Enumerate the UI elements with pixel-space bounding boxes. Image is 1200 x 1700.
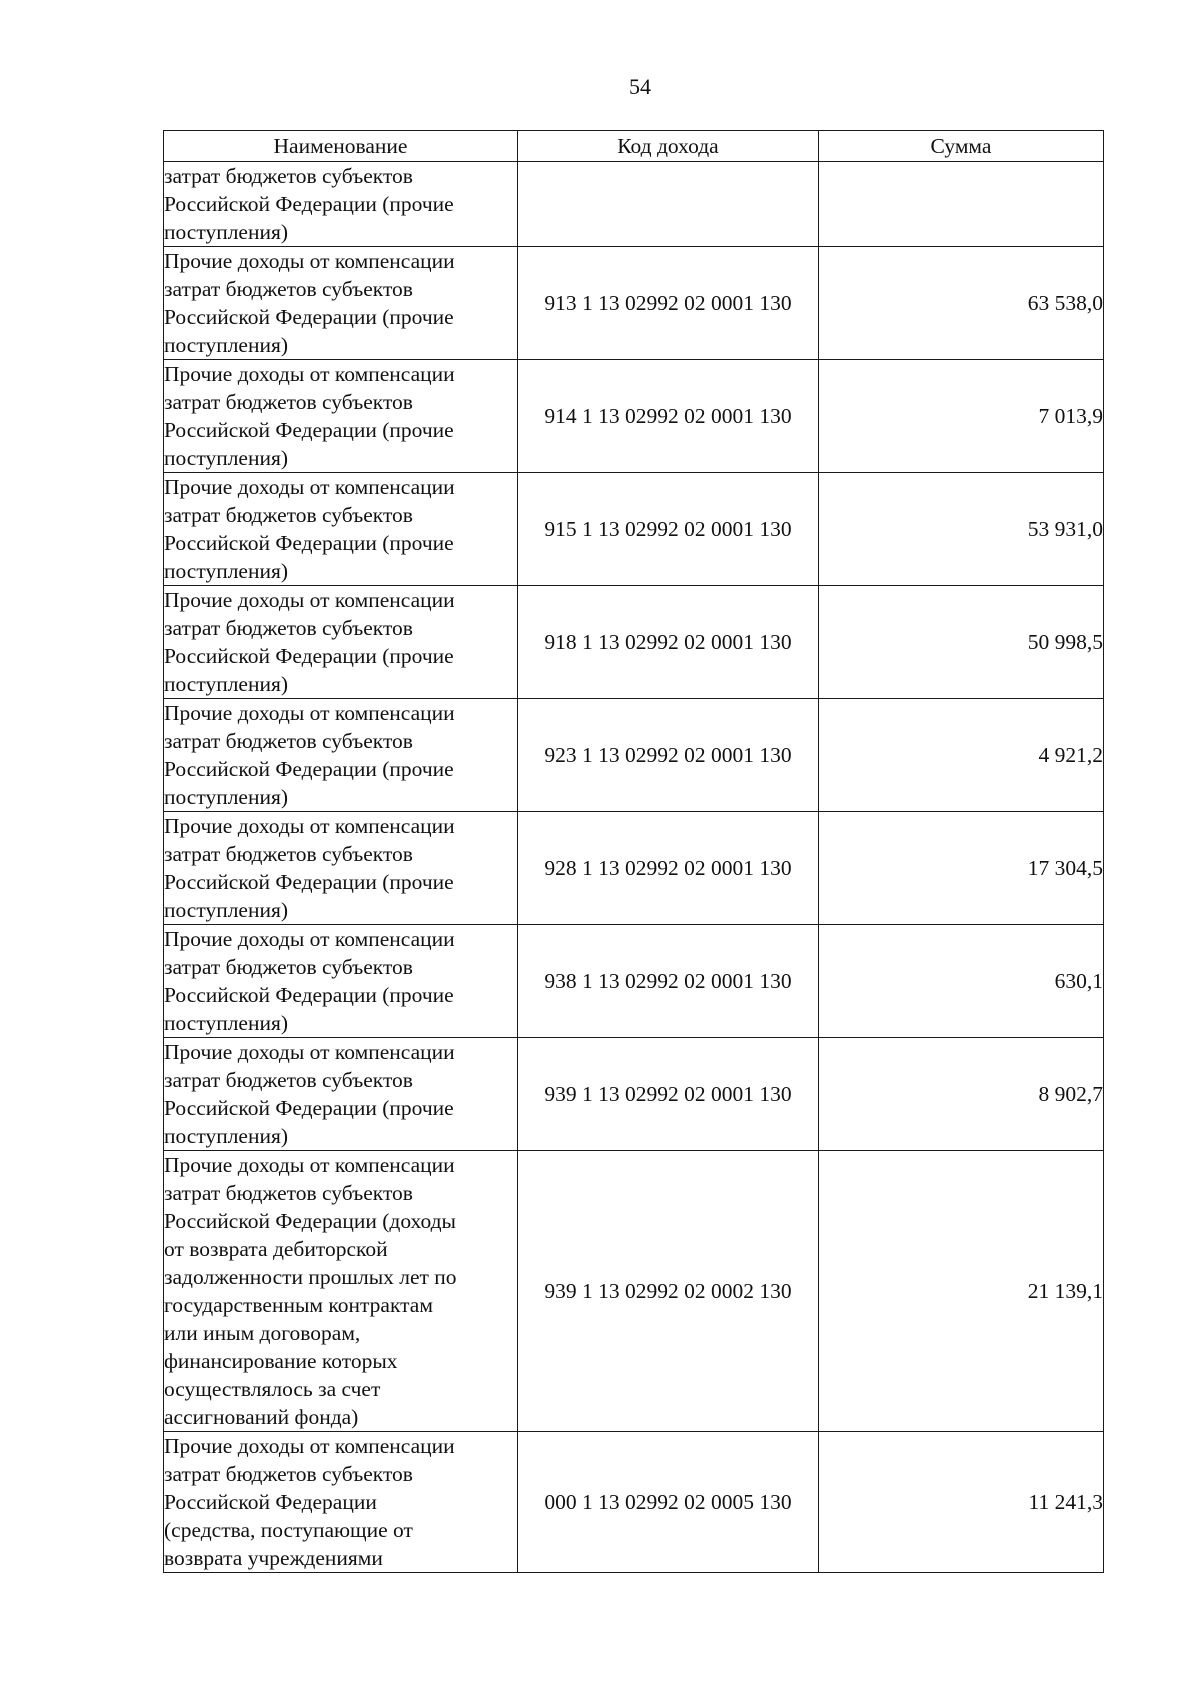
row-code-cell: 923 1 13 02992 02 0001 130 bbox=[518, 699, 819, 812]
row-code-cell: 938 1 13 02992 02 0001 130 bbox=[518, 925, 819, 1038]
row-sum-cell: 7 013,9 bbox=[819, 360, 1104, 473]
page-number: 54 bbox=[629, 74, 651, 99]
table-row bbox=[164, 1038, 1104, 1151]
column-header-code: Код дохода bbox=[518, 131, 819, 162]
row-sum-cell: 21 139,1 bbox=[819, 1151, 1104, 1432]
table-row bbox=[164, 473, 1104, 586]
row-code-cell: 913 1 13 02992 02 0001 130 bbox=[518, 247, 819, 360]
row-code-cell: 939 1 13 02992 02 0002 130 bbox=[518, 1151, 819, 1432]
row-code-cell: 928 1 13 02992 02 0001 130 bbox=[518, 812, 819, 925]
row-name-cell: Прочие доходы от компенсации затрат бюджетов субъектов Российской Федерации (прочие поступления) bbox=[164, 812, 518, 925]
row-sum-cell: 53 931,0 bbox=[819, 473, 1104, 586]
table-row bbox=[164, 162, 1104, 247]
row-name-cell: Прочие доходы от компенсации затрат бюджетов субъектов Российской Федерации (прочие поступления) bbox=[164, 247, 518, 360]
row-code-cell: 915 1 13 02992 02 0001 130 bbox=[518, 473, 819, 586]
table-row bbox=[164, 586, 1104, 699]
row-name-cell: Прочие доходы от компенсации затрат бюджетов субъектов Российской Федерации (прочие поступления) bbox=[164, 925, 518, 1038]
row-sum-cell: 8 902,7 bbox=[819, 1038, 1104, 1151]
column-header-name: Наименование bbox=[164, 131, 518, 162]
row-sum-cell bbox=[819, 162, 1104, 247]
table-row bbox=[164, 247, 1104, 360]
table-row bbox=[164, 925, 1104, 1038]
table-row bbox=[164, 699, 1104, 812]
row-name-cell: затрат бюджетов субъектов Российской Федерации (прочие поступления) bbox=[164, 162, 518, 247]
column-header-sum: Сумма bbox=[819, 131, 1104, 162]
revenue-table bbox=[163, 130, 1104, 1573]
table-row bbox=[164, 360, 1104, 473]
row-sum-cell: 4 921,2 bbox=[819, 699, 1104, 812]
table-row bbox=[164, 812, 1104, 925]
row-sum-cell: 11 241,3 bbox=[819, 1432, 1104, 1573]
row-code-cell: 000 1 13 02992 02 0005 130 bbox=[518, 1432, 819, 1573]
row-name-cell: Прочие доходы от компенсации затрат бюджетов субъектов Российской Федерации (прочие поступления) bbox=[164, 1038, 518, 1151]
row-sum-cell: 630,1 bbox=[819, 925, 1104, 1038]
table-header-row bbox=[164, 131, 1104, 162]
row-name-cell: Прочие доходы от компенсации затрат бюджетов субъектов Российской Федерации (доходы от возврата дебиторской задолженности прошлых лет по государственным контрактам или иным договорам, финансирование которых осуществлялось за счет ассигнований фонда) bbox=[164, 1151, 518, 1432]
row-code-cell: 939 1 13 02992 02 0001 130 bbox=[518, 1038, 819, 1151]
row-code-cell: 914 1 13 02992 02 0001 130 bbox=[518, 360, 819, 473]
row-sum-cell: 17 304,5 bbox=[819, 812, 1104, 925]
row-sum-cell: 50 998,5 bbox=[819, 586, 1104, 699]
row-name-cell: Прочие доходы от компенсации затрат бюджетов субъектов Российской Федерации (прочие поступления) bbox=[164, 586, 518, 699]
row-name-cell: Прочие доходы от компенсации затрат бюджетов субъектов Российской Федерации (прочие поступления) bbox=[164, 360, 518, 473]
table-row bbox=[164, 1432, 1104, 1573]
row-name-cell: Прочие доходы от компенсации затрат бюджетов субъектов Российской Федерации (прочие поступления) bbox=[164, 473, 518, 586]
row-name-cell: Прочие доходы от компенсации затрат бюджетов субъектов Российской Федерации (прочие поступления) bbox=[164, 699, 518, 812]
row-code-cell: 918 1 13 02992 02 0001 130 bbox=[518, 586, 819, 699]
row-sum-cell: 63 538,0 bbox=[819, 247, 1104, 360]
row-name-cell: Прочие доходы от компенсации затрат бюджетов субъектов Российской Федерации (средства, поступающие от возврата учреждениями bbox=[164, 1432, 518, 1573]
table-row bbox=[164, 1151, 1104, 1432]
row-code-cell bbox=[518, 162, 819, 247]
